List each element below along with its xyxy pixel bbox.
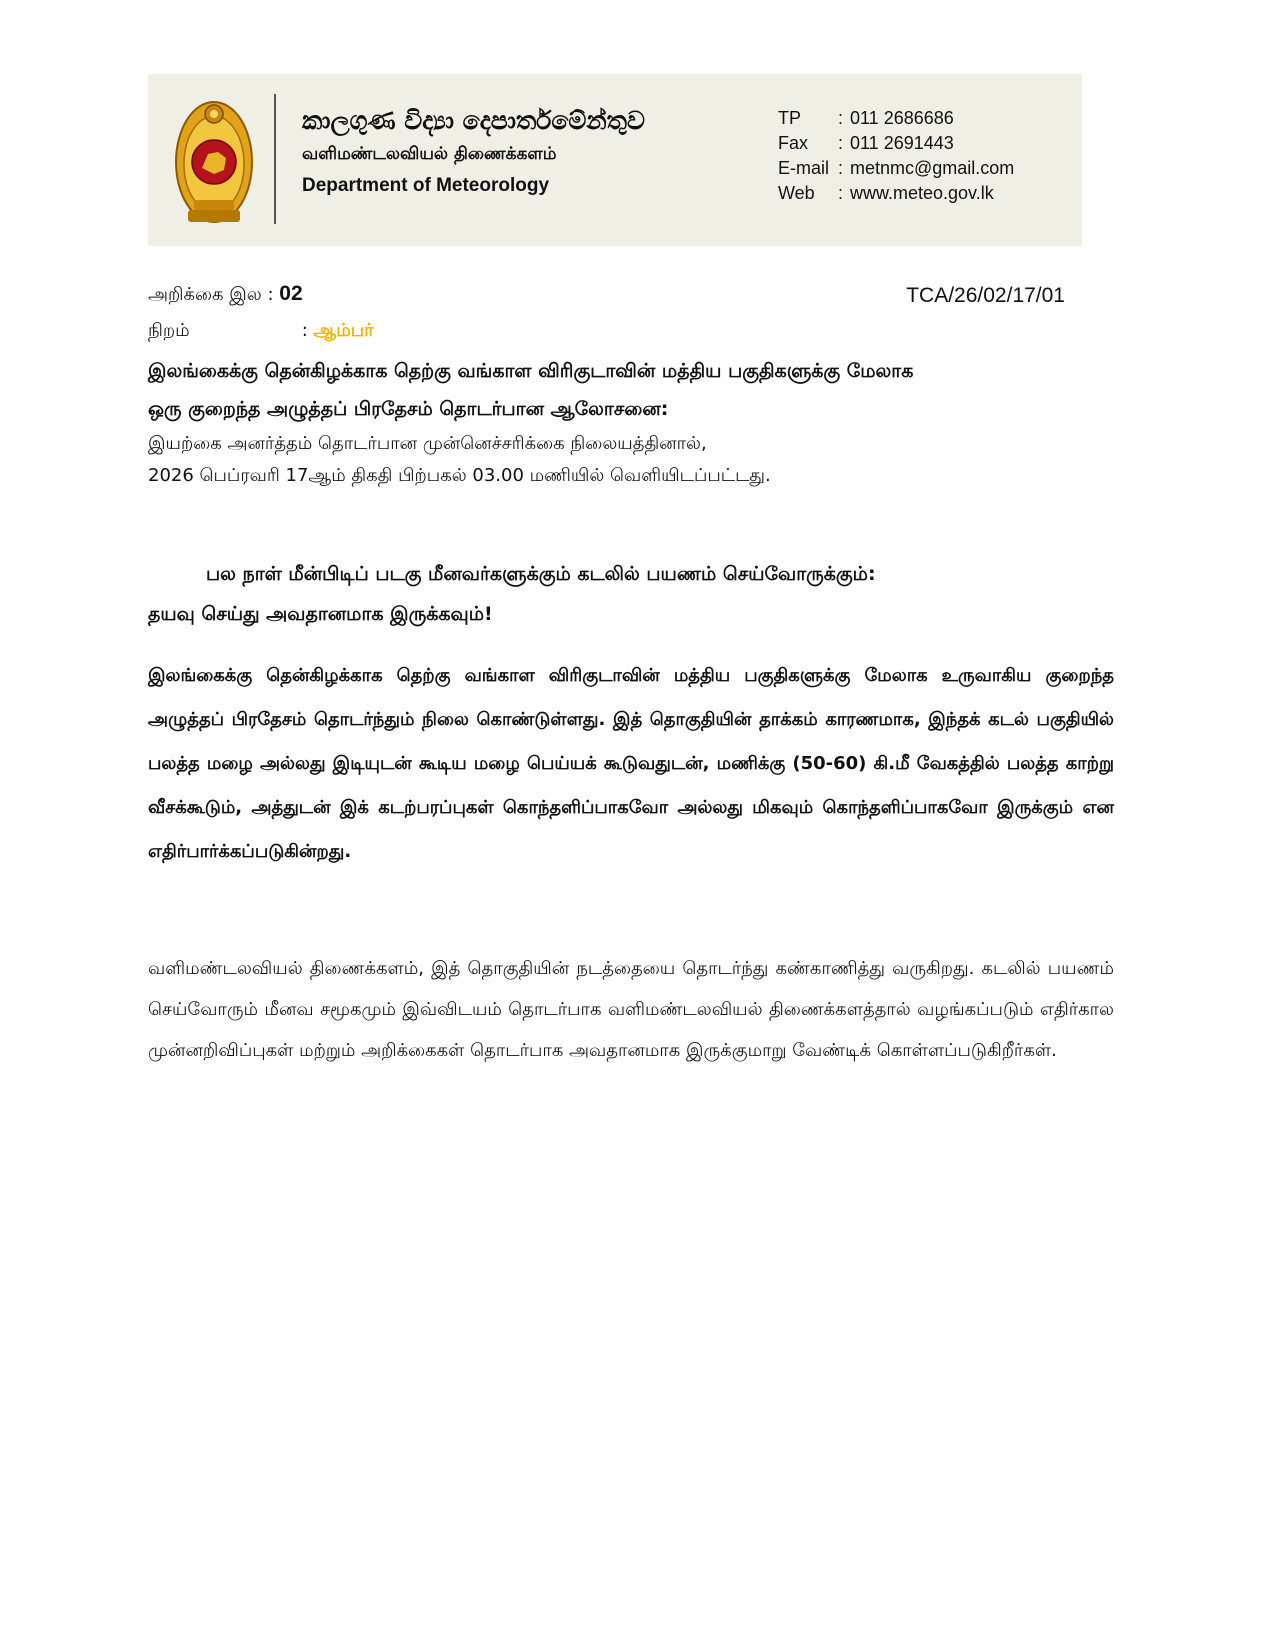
notice-number-line <box>148 282 303 307</box>
contact-row-fax <box>778 131 1014 156</box>
contact-separator: : <box>838 183 844 203</box>
contact-label: TP <box>778 108 802 128</box>
contact-label: Web <box>778 183 815 203</box>
advisory-title <box>148 352 1114 492</box>
body-paragraph-1 <box>148 654 1114 874</box>
colour-separator: : <box>301 320 308 341</box>
warning-notice <box>148 554 1114 634</box>
contact-separator: : <box>838 108 844 128</box>
paragraph-text: இலங்கைக்கு தென்கிழக்காக தெற்கு வங்காள விரிகுடாவின் மத்திய பகுதிகளுக்கு மேலாக உருவாகிய குறைந்த அழுத்தப் பிரதேசம் தொடர்ந்தும் நிலை கொண்டுள்ளது. இத் தொகுதியின் தாக்கம் காரணமாக, இந்தக் கடல் பகுதியில் பலத்த மழை அல்லது இடியுடன் கூடிய மழை பெய்யக் கூடுவதுடன், மணிக்கு (50-60) கி.மீ வேகத்தில் பலத்த காற்று வீசக்கூடும், அத்துடன் இக் கடற்பரப்புகள் கொந்தளிப்பாகவோ அல்லது மிகவும் கொந்தளிப்பாகவோ இருக்கும் என எதிர்பார்க்கப்படுகின்றது. <box>148 665 1114 862</box>
title-line-1: இலங்கைக்கு தென்கிழக்காக தெற்கு வங்காள விரிகுடாவின் மத்திய பகுதிகளுக்கு மேலாக <box>148 360 914 382</box>
contact-separator: : <box>838 158 844 178</box>
contact-row-email <box>778 156 1014 181</box>
email-address[interactable]: metnmc@gmail.com <box>850 158 1015 178</box>
organization-name <box>302 104 645 202</box>
header-divider <box>274 94 276 224</box>
notice-number-label: அறிக்கை இல <box>148 284 262 305</box>
org-name-english: Department of Meteorology <box>302 175 550 196</box>
contact-row-phone <box>778 106 1014 131</box>
contact-row-web <box>778 181 1014 206</box>
contact-label: E-mail <box>778 158 830 178</box>
paragraph-text: வளிமண்டலவியல் திணைக்களம், இத் தொகுதியின் நடத்தையை தொடர்ந்து கண்காணித்து வருகிறது. கடலில் பயணம் செய்வோரும் மீனவ சமூகமும் இவ்விடயம் தொடர்பாக வளிமண்டலவியல் திணைக்களத்தால் வழங்கப்படும் எதிர்கால முன்னறிவிப்புகள் மற்றும் அறிக்கைகள் தொடர்பாக அவதானமாக இருக்குமாறு வேண்டிக் கொள்ளப்படுகிறீர்கள். <box>148 958 1114 1061</box>
notice-number-separator: : <box>267 284 274 305</box>
reference-code: TCA/26/02/17/01 <box>906 284 1065 307</box>
issuer-line: இயற்கை அனர்த்தம் தொடர்பான முன்னெச்சரிக்கை நிலையத்தினால், <box>148 433 707 454</box>
sri-lanka-emblem-icon <box>174 96 254 228</box>
colour-value: ஆம்பர் <box>313 320 374 341</box>
fax-number: 011 2691443 <box>850 133 954 153</box>
letterhead <box>148 74 1082 246</box>
colour-line <box>148 320 374 343</box>
contact-separator: : <box>838 133 844 153</box>
body-paragraph-2 <box>148 948 1114 1071</box>
title-line-2: ஒரு குறைந்த அழுத்தப் பிரதேசம் தொடர்பான ஆலோசனை: <box>148 398 669 420</box>
warning-line-1: பல நாள் மீன்பிடிப் படகு மீனவர்களுக்கும் கடலில் பயணம் செய்வோருக்கும்: <box>206 563 876 585</box>
colour-label: நிறம் <box>148 320 190 341</box>
phone-number: 011 2686686 <box>850 108 954 128</box>
org-name-tamil: வளிமண்டலவியல் திணைக்களம் <box>302 144 557 164</box>
contact-details <box>778 106 1014 206</box>
issued-at-line: 2026 பெப்ரவரி 17ஆம் திகதி பிற்பகல் 03.00 மணியில் வெளியிடப்பட்டது. <box>148 465 771 486</box>
warning-line-2: தயவு செய்து அவதானமாக இருக்கவும்! <box>148 603 493 625</box>
org-name-sinhala: කාලගුණ විද්‍යා දෙපාර්තමේන්තුව <box>302 106 645 135</box>
contact-label: Fax <box>778 133 809 153</box>
website-link[interactable]: www.meteo.gov.lk <box>850 183 994 203</box>
notice-number: 02 <box>279 282 303 305</box>
